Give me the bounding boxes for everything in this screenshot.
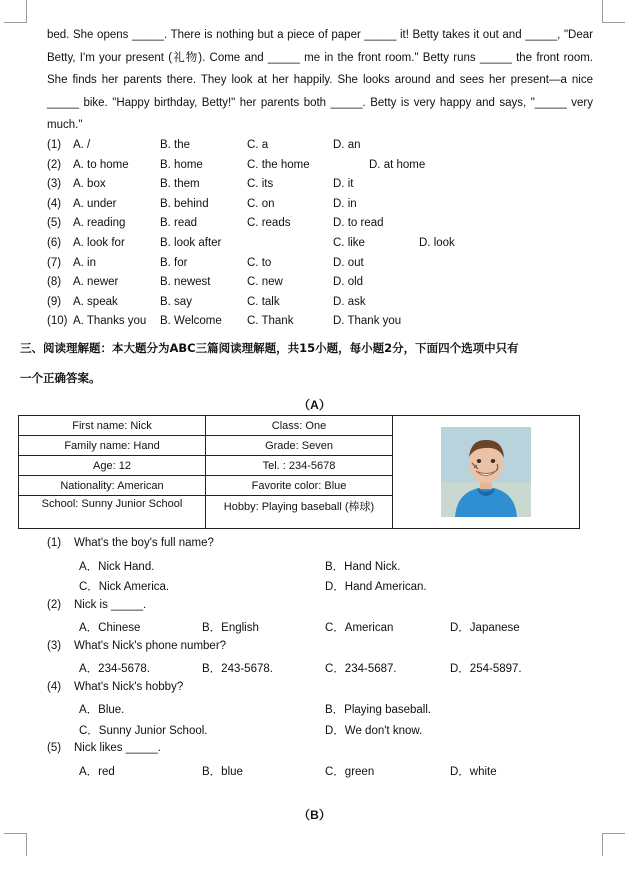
cloze-option: C. new [247,276,283,289]
cloze-option: B. behind [160,197,209,210]
cloze-option: D. old [333,276,364,289]
cloze-option-row [47,198,607,217]
cloze-question-number: (2) [47,158,62,171]
answer-choice[interactable]: B．Playing baseball. [325,704,432,716]
part-b-label: （B） [298,808,331,822]
cloze-option: C. to [247,256,272,269]
cloze-option: C. on [247,197,275,210]
question-number: (4) [47,680,62,693]
answer-row [47,578,607,596]
answer-row [47,701,607,719]
cloze-option: B. say [160,295,192,308]
cloze-option: A. look for [73,237,125,249]
answer-choice[interactable]: B．243-5678. [202,663,273,675]
boy-photo [441,427,531,517]
cloze-option: B. look after [160,237,222,249]
cloze-question-number: (5) [47,217,62,230]
question-text: Nick is _____. [74,598,147,611]
crop-mark-top-right [602,0,625,23]
answer-choice[interactable]: B．Hand Nick. [325,560,401,573]
cloze-option-row [47,257,607,276]
question-number: (1) [47,537,62,549]
cloze-option: A. under [73,197,117,210]
question-stem [47,742,607,760]
tel-cell: Tel. : 234-5678 [206,456,393,476]
cloze-question-number: (6) [47,237,62,249]
answer-choice[interactable]: A．234-5678. [79,663,150,675]
cloze-option-row [47,296,607,315]
grade-cell: Grade: Seven [206,436,393,456]
cloze-option: C. reads [247,217,291,230]
crop-mark-bottom-right [602,833,625,856]
cloze-option-row [47,276,607,295]
cloze-question-number: (4) [47,197,62,210]
boy-photo-icon [441,427,531,517]
answer-row [47,619,607,637]
answer-choice[interactable]: C．American [325,622,394,634]
cloze-option: D. out [333,256,364,269]
age-cell: Age: 12 [19,456,206,476]
cloze-option: C. the home [247,158,310,171]
question-number: (2) [47,598,62,611]
cloze-option: D. Thank you [333,315,402,328]
cloze-option: C. like [333,237,365,249]
cloze-option: A. reading [73,217,126,230]
cloze-option: C. Thank [247,315,294,328]
photo-cell [393,416,580,529]
question-stem [47,640,607,658]
cloze-option: D. look [419,237,455,249]
cloze-option-row [47,178,607,197]
cloze-question-number: (9) [47,295,62,308]
cloze-option: D. it [333,178,354,191]
cloze-option: B. for [160,256,188,269]
cloze-option: B. them [160,178,200,191]
cloze-option: B. home [160,158,203,171]
part-a-label: （A） [298,398,331,412]
answer-choice[interactable]: A．Blue. [79,704,125,716]
cloze-option-row [47,139,607,158]
question-number: (5) [47,742,62,754]
question-text: What's Nick's hobby? [74,680,184,693]
cloze-option: B. Welcome [160,315,222,328]
cloze-option: A. speak [73,295,118,308]
family-name-cell: Family name: Hand [19,436,206,456]
answer-choice[interactable]: C．Sunny Junior School. [79,724,208,737]
cloze-option-row [47,159,607,178]
cloze-option: B. the [160,139,191,151]
cloze-option: D. ask [333,295,366,308]
cloze-option-row [47,237,607,256]
cloze-option: C. a [247,139,269,151]
answer-choice[interactable]: A．Nick Hand. [79,560,155,573]
cloze-option: A. newer [73,276,119,289]
question-text: What's the boy's full name? [74,537,214,549]
cloze-question-number: (1) [47,139,62,151]
section-3-heading: 三、阅读理解题：本大题分为ABC三篇阅读理解题，共15小题，每小题2分，下面四个选项中只有 [20,341,519,355]
school-cell: School: Sunny Junior School [19,496,206,529]
question-text: What's Nick's phone number? [74,639,227,652]
cloze-option: A. to home [73,158,129,171]
answer-row [47,558,607,576]
color-cell: Favorite color: Blue [206,476,393,496]
cloze-question-number: (8) [47,276,62,289]
cloze-passage: bed. She opens _____. There is nothing but a piece of paper _____ it! Betty takes it out and _____, "Dear Betty, I'm your present (礼物). Come and _____ me in the front room." Betty runs _____ the front room. She finds her parents there. They look at her happily. She looks around and sees her present—a nice _____ bike. "Happy birthday, Betty!" her parents both _____. Betty is very happy and says, "_____ very much." [47,29,593,132]
cloze-option: D. to read [333,217,384,230]
answer-row [47,722,607,740]
answer-choice[interactable]: D．white [450,765,497,778]
cloze-question-number: (10) [47,315,68,328]
class-cell: Class: One [206,416,393,436]
question-stem [47,537,607,555]
cloze-option: A. box [73,178,106,191]
answer-choice[interactable]: B．English [202,622,259,634]
question-stem [47,681,607,699]
answer-choice[interactable]: C．Nick America. [79,581,170,593]
crop-mark-bottom-left [4,833,27,856]
cloze-option: A. / [73,139,91,151]
question-stem [47,599,607,617]
student-info-table [18,415,580,529]
answer-row [47,660,607,678]
cloze-option: D. in [333,197,357,210]
hobby-cell: Hobby: Playing baseball (棒球) [206,496,393,529]
answer-choice[interactable]: A．red [79,765,115,778]
nationality-cell: Nationality: American [19,476,206,496]
cloze-question-number: (7) [47,256,62,269]
cloze-option-row [47,315,607,334]
answer-choice[interactable]: D．Hand American. [325,581,427,593]
crop-mark-top-left [4,0,27,23]
cloze-question-number: (3) [47,178,62,191]
cloze-option: D. at home [369,158,426,171]
cloze-option: A. in [73,256,97,269]
answer-choice[interactable]: D．Japanese [450,622,520,634]
section-3-heading-cont: 一个正确答案。 [20,371,101,385]
answer-choice[interactable]: D．We don't know. [325,724,423,737]
first-name-cell: First name: Nick [19,416,206,436]
question-text: Nick likes _____. [74,742,161,754]
answer-choice[interactable]: C．234-5687. [325,663,397,675]
answer-choice[interactable]: A．Chinese [79,622,141,634]
answer-choice[interactable]: C．green [325,765,375,778]
cloze-option: B. newest [160,276,211,289]
cloze-option-row [47,217,607,236]
question-number: (3) [47,639,62,652]
cloze-option: B. read [160,217,198,230]
answer-choice[interactable]: D．254-5897. [450,663,522,675]
answer-row [47,763,607,781]
answer-choice[interactable]: B．blue [202,765,243,778]
cloze-option: D. an [333,139,361,151]
cloze-option: C. its [247,178,274,191]
cloze-option: C. talk [247,295,280,308]
cloze-option: A. Thanks you [73,315,147,328]
